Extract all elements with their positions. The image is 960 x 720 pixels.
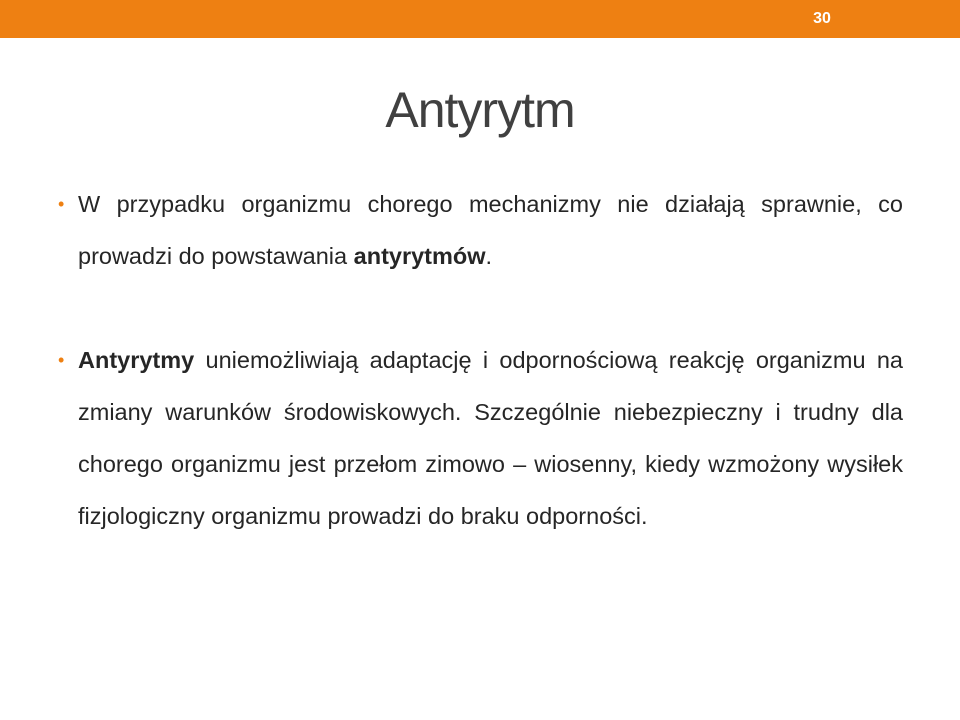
bullet-dot-icon: •: [58, 350, 65, 370]
bullet-bold-term: antyrytmów: [353, 243, 486, 269]
bullet-text: uniemożliwiają adaptację i odpornościową reakcję organizmu na zmiany warunków środowiskowych. Szczególnie niebezpieczny i trudny dla chorego organizmu jest przełom zimowo – wiosenny, kiedy wzmożony wysiłek fizjologiczny organizmu prowadzi do braku odporności.: [78, 347, 903, 529]
slide-body: [58, 178, 903, 542]
slide-title: Antyrytm: [385, 82, 575, 138]
header-bar: [0, 0, 960, 38]
slide-number: 30: [813, 10, 831, 27]
bullet-text: W przypadku organizmu chorego mechanizmy nie działają sprawnie, co prowadzi do powstawania: [78, 191, 903, 269]
bullet-item-2: [58, 334, 903, 542]
bullet-text-end: .: [485, 243, 493, 269]
bullet-item-1: [58, 178, 903, 282]
bullet-dot-icon: •: [58, 194, 65, 214]
bullet-bold-term: Antyrytmy: [78, 347, 195, 373]
